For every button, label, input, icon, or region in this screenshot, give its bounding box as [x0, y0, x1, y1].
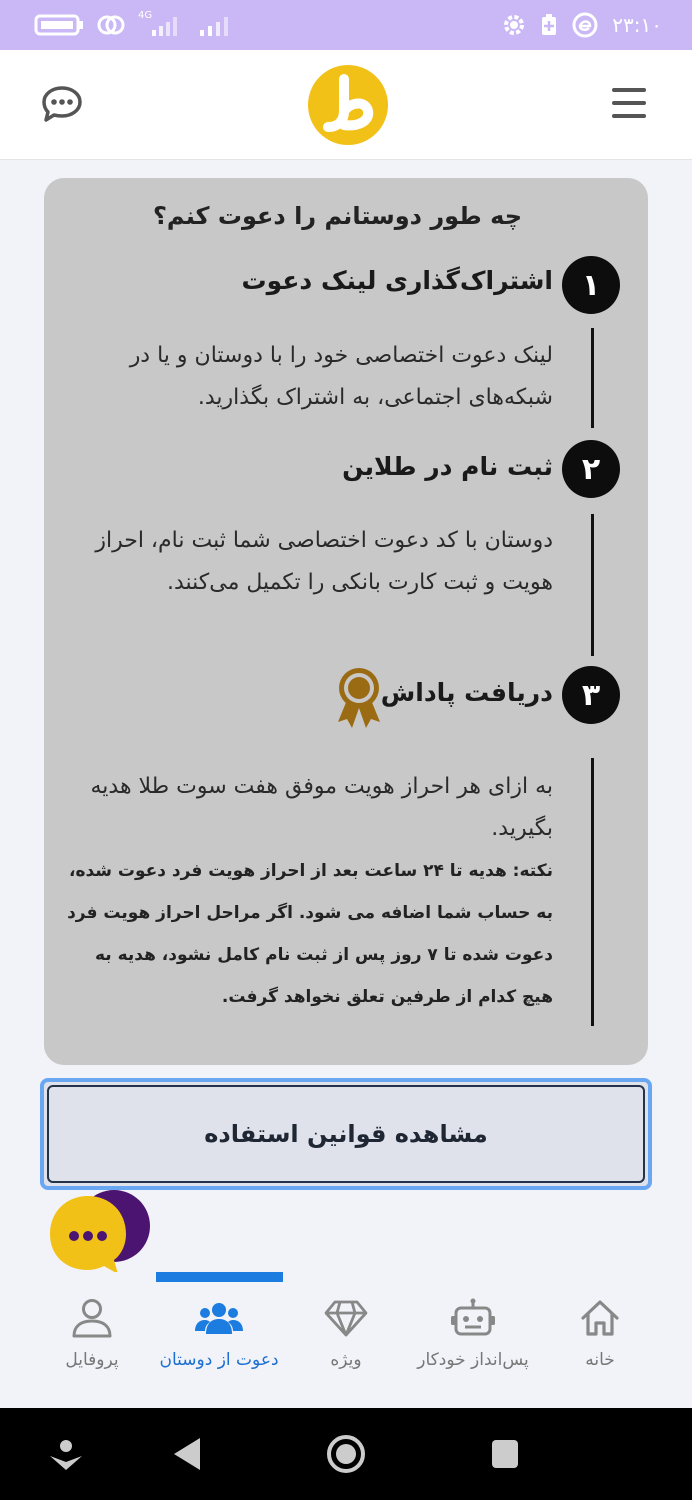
- invite-guide-card: [44, 178, 648, 1065]
- nav-home[interactable]: [530, 1298, 670, 1388]
- signal-icon: [198, 12, 234, 38]
- users-group-icon: [194, 1298, 244, 1338]
- status-right: [502, 12, 662, 38]
- assistant-icon[interactable]: [48, 1436, 84, 1472]
- recents-icon[interactable]: [490, 1438, 520, 1470]
- system-navigation-bar: [0, 1408, 692, 1500]
- step-2-heading: ثبت نام در طلاین: [342, 452, 553, 481]
- nav-invite-friends[interactable]: [149, 1298, 289, 1388]
- support-chat-icon: [48, 1186, 154, 1280]
- settings-icon: [502, 13, 526, 37]
- step-3-number: ۳: [562, 666, 620, 724]
- status-bar: [0, 0, 692, 50]
- nav-profile[interactable]: [22, 1298, 162, 1388]
- nav-profile-label: پروفایل: [65, 1350, 119, 1370]
- talain-logo[interactable]: [308, 65, 388, 145]
- view-terms-button-inner: [47, 1085, 645, 1183]
- nav-home-label: خانه: [585, 1350, 615, 1370]
- nav-auto-savings[interactable]: [403, 1298, 543, 1388]
- user-icon: [71, 1298, 113, 1338]
- step-2-text: دوستان با کد دعوت اختصاصی شما ثبت نام، احراز هویت و ثبت کارت بانکی را تکمیل می‌کنند.: [95, 528, 553, 595]
- app-notification-icon: [572, 12, 598, 38]
- step-3-note: نکته: هدیه تا ۲۴ ساعت بعد از احراز هویت فرد دعوت شده، به حساب شما اضافه می شود. اگر مراحل احراز هویت فرد دعوت شده تا ۷ روز پس از ثبت نام کامل نشود، هدیه به هیچ کدام از طرفین تعلق نخواهد گرفت.: [67, 861, 553, 1007]
- step-3-heading: دریافت پاداش: [380, 678, 553, 707]
- home-icon: [579, 1298, 621, 1338]
- back-icon[interactable]: [170, 1436, 204, 1472]
- nav-special[interactable]: [276, 1298, 416, 1388]
- nav-invite-friends-label: دعوت از دوستان: [159, 1350, 279, 1370]
- step-2-number: ۲: [562, 440, 620, 498]
- step-2-line: [591, 514, 594, 656]
- step-3-text: به ازای هر احراز هویت موفق هفت سوت طلا هدیه بگیرید.: [90, 774, 553, 841]
- bottom-navigation: [0, 1272, 692, 1408]
- view-terms-label: مشاهده قوانین استفاده: [204, 1120, 488, 1148]
- network-label: 4G: [138, 10, 153, 21]
- step-1-number: ۱: [562, 256, 620, 314]
- status-time: ۲۳:۱۰: [612, 13, 662, 37]
- app-header: [0, 50, 692, 160]
- nav-auto-savings-label: پس‌انداز خودکار: [417, 1350, 529, 1370]
- step-3-line: [591, 758, 594, 1026]
- robot-icon: [450, 1298, 496, 1338]
- chat-bubble-icon: [40, 84, 84, 124]
- sync-icon: [96, 13, 126, 37]
- chat-button[interactable]: [40, 84, 84, 124]
- home-button-icon[interactable]: [326, 1434, 366, 1474]
- menu-button[interactable]: [612, 88, 652, 122]
- support-chat-button[interactable]: [48, 1186, 154, 1280]
- nav-special-label: ویژه: [330, 1350, 362, 1370]
- battery-saver-icon: [540, 13, 558, 37]
- active-tab-indicator: [156, 1272, 283, 1282]
- view-terms-button[interactable]: [40, 1078, 652, 1190]
- hamburger-menu-icon: [612, 88, 652, 118]
- signal-4g-icon: [138, 12, 186, 38]
- step-1-line: [591, 328, 594, 428]
- battery-icon: [34, 13, 84, 37]
- step-1-heading: اشتراک‌گذاری لینک دعوت: [241, 266, 553, 295]
- gold-medal-icon: [334, 666, 384, 730]
- card-title: چه طور دوستانم را دعوت کنم؟: [153, 202, 522, 230]
- step-1-text: لینک دعوت اختصاصی خود را با دوستان و یا در شبکه‌های اجتماعی، به اشتراک بگذارید.: [129, 343, 553, 410]
- diamond-icon: [323, 1298, 369, 1338]
- status-left: [34, 12, 234, 38]
